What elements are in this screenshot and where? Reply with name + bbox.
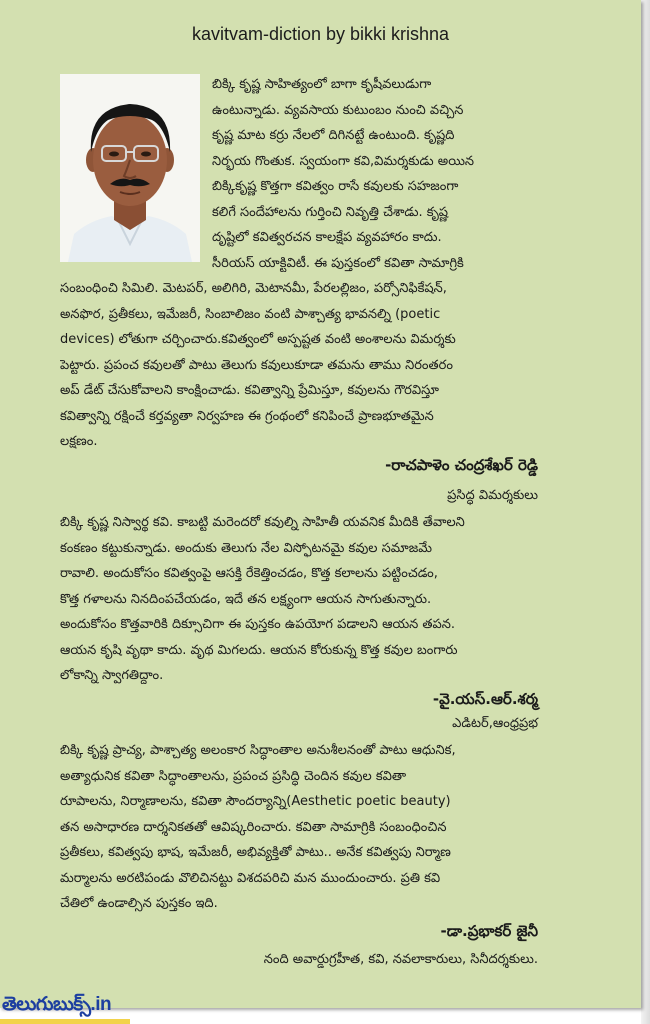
- signature-1-name: -రాచపాళెం చంద్రశేఖర్ రెడ్డి: [385, 456, 538, 474]
- text-line: ప్రతీకలు, కవిత్వపు భాష, ఇమేజరీ, అభివ్యక్తితో పాటు.. అనేక కవిత్వపు నిర్మాణ: [60, 845, 451, 860]
- text-line: లక్షణం.: [60, 434, 98, 449]
- text-line: అందుకోసం కొత్తవారికి దిక్సూచిగా ఈ పుస్తకం ఉపయోగ పడాలని ఆయన తపన.: [60, 617, 456, 632]
- text-line: మర్మాలను అరటిపండు వొలిచినట్టు విశదపరిచి మన ముందుంచారు. ప్రతి కవి: [60, 870, 441, 886]
- text-line: అప్ డేట్ చేసుకోవాలని కాంక్షించాడు. కవిత్వాన్ని ప్రేమిస్తూ, కవులను గౌరవిస్తూ: [60, 383, 439, 398]
- text-line: సీరియస్ యాక్టివిటీ. ఈ పుస్తకంలో కవితా సామాగ్రికి: [212, 255, 464, 271]
- text-line: తన అసాధారణ దార్శనికతతో ఆవిష్కరించారు. కవితా సామాగ్రికి సంబంధించిన: [60, 819, 447, 835]
- author-photo: [60, 74, 200, 262]
- signature-3-name: -డా.ప్రభాకర్ జైనీ: [440, 922, 538, 940]
- author-portrait-icon: [60, 74, 200, 262]
- text-line: కంకణం కట్టుకున్నాడు. అందుకు తెలుగు నేల విస్ఫోటనమై కవుల సమాజమే: [60, 540, 432, 556]
- page-edge-shadow: [641, 0, 650, 1024]
- text-line: కలిగే సందేహాలను గుర్తించి నివృత్తి చేశాడు. కృష్ణ: [212, 204, 449, 220]
- text-line: బిక్కి కృష్ణ సాహిత్యంలో బాగా కృషీవలుడుగా: [212, 77, 432, 92]
- text-line: లోకాన్ని స్వాగతిద్దాం.: [60, 668, 164, 683]
- text-line: పెట్టారు. ప్రపంచ కవులతో పాటు తెలుగు కవులుకూడా తమను తాము నిరంతరం: [60, 357, 453, 373]
- text-line: దృష్టిలో కవిత్వరచన కాలక్షేప వ్యవహారం కాదు.: [212, 230, 442, 245]
- text-line: బిక్కికృష్ణ కొత్తగా కవిత్వం రాసే కవులకు సహజంగా: [212, 179, 459, 194]
- intro-paragraph-continued: [60, 276, 530, 455]
- text-line: అనఫొర, ప్రతీకలు, ఇమేజరీ, సింబాలిజం వంటి పాశ్చాత్య భావనల్ని (poetic: [60, 306, 441, 322]
- text-line: ఉంటున్నాడు. వ్యవసాయ కుటుంబం నుంచి వచ్చిన: [212, 102, 464, 118]
- signature-2-name: -వై.యస్.ఆర్.శర్మ: [432, 690, 538, 708]
- text-line: బిక్కి కృష్ణ ప్రాచ్య, పాశ్చాత్య అలంకార సిద్ధాంతాల అనుశీలనంతో పాటు ఆధునిక,: [60, 743, 456, 758]
- text-line: నిర్భయ గొంతుక. స్వయంగా కవి,విమర్శకుడు అయిన: [212, 153, 475, 169]
- review-paragraph-2: [60, 510, 530, 689]
- intro-paragraph-beside-photo: [212, 72, 530, 276]
- text-line: ఆయన కృషి వృథా కాదు. వృథ మిగలదు. ఆయన కోరుకున్న కొత్త కవుల బంగారు: [60, 642, 458, 658]
- text-line: సంబంధించి సిమిలి. మెటపర్, అలిగిరి, మెటానమీ, పేరలల్లిజం, పర్సోనిఫికేషన్,: [60, 281, 447, 296]
- signature-3-role: నంది అవార్డుగ్రహీత, కవి, నవలాకారులు, సినీదర్శకులు.: [263, 952, 538, 967]
- signature-1-role: ప్రసిద్ధ విమర్శకులు: [447, 488, 538, 503]
- text-line: devices) లోతుగా చర్చించారు.కవిత్వంలో అస్పష్టత వంటి అంశాలను విమర్శకు: [60, 332, 456, 347]
- signature-2-role: ఎడిటర్,ఆంధ్రప్రభ: [452, 716, 538, 731]
- text-line: అత్యాధునిక కవితా సిద్ధాంతాలను, ప్రపంచ ప్రసిద్ధి చెందిన కవుల కవితా: [60, 768, 407, 784]
- cover-title: kavitvam-diction by bikki krishna: [191, 24, 450, 44]
- text-line: రావాలి. అందుకోసం కవిత్వంపై ఆసక్తి రేకెత్తించడం, కొత్త కలాలను పట్టించడం,: [60, 566, 438, 581]
- text-line: బిక్కి కృష్ణ నిస్వార్థ కవి. కాబట్టి మరెందరో కవుల్ని సాహితీ యవనిక మీదికి తేవాలని: [60, 515, 465, 530]
- site-logo[interactable]: తెలుగుబుక్స్.in: [2, 994, 112, 1015]
- text-line: కవిత్వాన్ని రక్షించే కర్తవ్యతా నిర్వహణ ఈ గ్రంథంలో కనిపించే ప్రాణభూతమైన: [60, 408, 434, 424]
- text-line: రూపాలను, నిర్మాణాలను, కవితా సౌందర్యాన్ని(Aesthetic poetic beauty): [60, 794, 451, 809]
- review-paragraph-3: [60, 738, 530, 917]
- text-line: కొత్త గళాలను నినదింపచేయడం, ఇదే తన లక్ష్యంగా ఆయన సాగుతున్నారు.: [60, 591, 432, 607]
- text-line: కృష్ణ మాట కర్రు నేలలో దిగినట్టే ఉంటుంది. కృష్ణది: [212, 128, 455, 143]
- text-line: చేతిలో ఉండాల్సిన పుస్తకం ఇది.: [60, 896, 218, 911]
